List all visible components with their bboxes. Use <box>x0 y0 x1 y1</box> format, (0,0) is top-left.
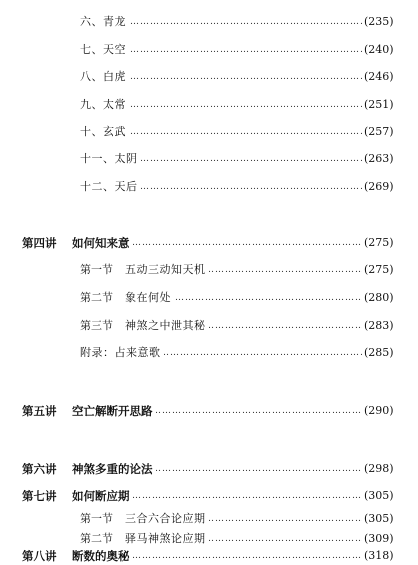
toc-entry[interactable] <box>0 344 418 362</box>
toc-lecture[interactable] <box>0 547 418 565</box>
toc-entry-page: (275) <box>362 234 394 252</box>
toc-section-label: 第一节 <box>80 261 116 279</box>
toc-section-label: 第二节 <box>80 530 116 548</box>
toc-section[interactable] <box>0 317 418 335</box>
toc-entry-page: (269) <box>362 178 394 196</box>
toc-lecture-title: 空亡解断开思路 <box>72 402 156 420</box>
toc-section-label: 第二节 <box>80 289 116 307</box>
toc-entry-title: 九、太常 <box>80 96 129 114</box>
toc-entry-page: (283) <box>362 317 394 335</box>
toc-section[interactable] <box>0 261 418 279</box>
toc-entry-page: (235) <box>362 13 394 31</box>
toc-lecture[interactable] <box>0 234 418 252</box>
toc-entry[interactable] <box>0 13 418 31</box>
toc-entry-title: 七、天空 <box>80 41 129 59</box>
toc-entry[interactable] <box>0 41 418 59</box>
toc-entry-title: 八、白虎 <box>80 68 129 86</box>
toc-entry-page: (305) <box>362 487 394 505</box>
toc-entry-page: (257) <box>362 123 394 141</box>
toc-entry-page: (275) <box>362 261 394 279</box>
toc-lecture-label: 第五讲 <box>22 404 57 418</box>
toc-entry-page: (240) <box>362 41 394 59</box>
toc-lecture[interactable] <box>0 402 418 420</box>
toc-entry-title: 十二、天后 <box>80 178 141 196</box>
toc-entry-page: (285) <box>362 344 394 362</box>
toc-entry-page: (280) <box>362 289 394 307</box>
toc-entry-page: (318) <box>362 547 394 565</box>
toc-lecture-title: 断数的奥秘 <box>72 547 133 565</box>
toc-section[interactable] <box>0 530 418 548</box>
toc-entry-page: (298) <box>362 460 394 478</box>
toc-entry-page: (246) <box>362 68 394 86</box>
toc-section-label: 第一节 <box>80 510 116 528</box>
toc-lecture-title: 神煞多重的论法 <box>72 460 156 478</box>
toc-entry-page: (263) <box>362 150 394 168</box>
toc-section[interactable] <box>0 289 418 307</box>
toc-entry[interactable] <box>0 150 418 168</box>
toc-entry-title: 六、青龙 <box>80 13 129 31</box>
toc-section-title: 象在何处 <box>125 289 174 307</box>
toc-entry[interactable] <box>0 178 418 196</box>
toc-section-label: 第三节 <box>80 317 116 335</box>
toc-entry-page: (251) <box>362 96 394 114</box>
toc-lecture-label: 第八讲 <box>22 549 57 563</box>
toc-entry-title: 附录：占来意歌 <box>80 344 164 362</box>
toc-entry[interactable] <box>0 123 418 141</box>
toc-section-title: 五动三动知天机 <box>125 261 209 279</box>
toc-entry-title: 十一、太阴 <box>80 150 141 168</box>
toc-lecture-label: 第六讲 <box>22 462 57 476</box>
toc-section[interactable] <box>0 510 418 528</box>
toc-lecture-title: 如何知来意 <box>72 234 133 252</box>
toc-section-title: 神煞之中泄其秘 <box>125 317 209 335</box>
toc-lecture-label: 第七讲 <box>22 489 57 503</box>
toc-entry[interactable] <box>0 68 418 86</box>
toc-entry-title: 十、玄武 <box>80 123 129 141</box>
toc-entry-page: (309) <box>362 530 394 548</box>
toc-section-title: 三合六合论应期 <box>125 510 209 528</box>
toc-section-title: 驿马神煞论应期 <box>125 530 209 548</box>
toc-lecture-title: 如何断应期 <box>72 487 133 505</box>
toc-entry-page: (290) <box>362 402 394 420</box>
toc-lecture[interactable] <box>0 487 418 505</box>
toc-entry-page: (305) <box>362 510 394 528</box>
toc-entry[interactable] <box>0 96 418 114</box>
toc-lecture-label: 第四讲 <box>22 236 57 250</box>
toc-lecture[interactable] <box>0 460 418 478</box>
